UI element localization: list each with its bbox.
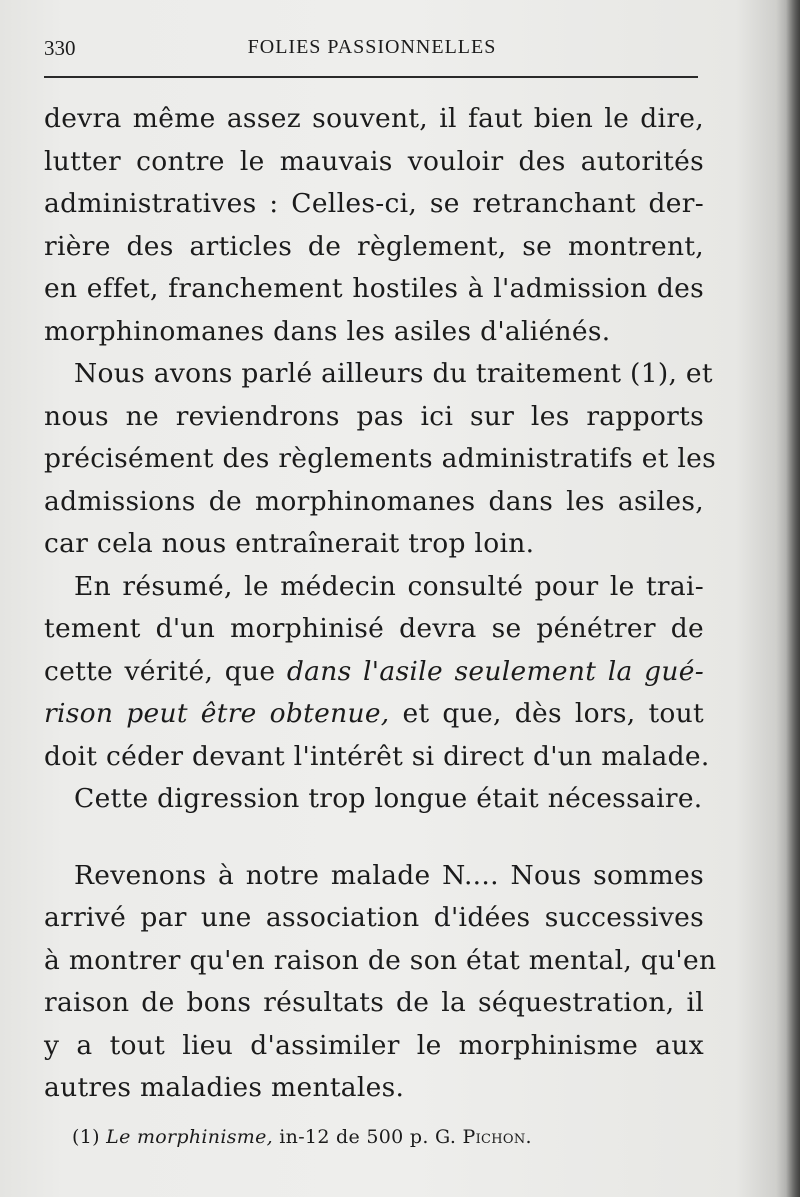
text-line: autres maladies mentales.	[44, 1072, 405, 1103]
page-number: 330	[44, 36, 76, 60]
text-line: en effet, franchement hostiles à l'admission des	[44, 273, 704, 304]
paragraph-gap	[44, 821, 704, 855]
text-line: y a tout lieu d'assimiler le morphinisme aux	[44, 1029, 704, 1061]
footnote-title: Le morphinisme,	[106, 1126, 273, 1148]
text-line-mixed	[44, 693, 704, 736]
text-line: En résumé, le médecin consulté pour le trai-	[74, 570, 704, 602]
page-header	[44, 36, 700, 70]
running-title: FOLIES PASSIONNELLES	[247, 36, 497, 58]
text-line: admissions de morphinomanes dans les asiles,	[44, 485, 704, 517]
text-line: nous ne reviendrons pas ici sur les rapports	[44, 400, 704, 432]
italic-fragment: dans l'asile seulement la gué-	[286, 655, 704, 687]
text-line: car cela nous entraînerait trop loin.	[44, 528, 535, 559]
page-binding-shadow	[786, 0, 800, 1197]
header-rule	[44, 76, 698, 78]
text-line-mixed	[44, 651, 704, 694]
footnote-marker: (1)	[72, 1126, 100, 1148]
footnote	[72, 1126, 532, 1148]
body-text	[44, 98, 717, 1110]
text-line: raison de bons résultats de la séquestration, il	[44, 987, 704, 1018]
text-fragment: cette vérité, que	[44, 655, 276, 687]
italic-fragment: rison peut être obtenue,	[44, 698, 390, 729]
text-line: lutter contre le mauvais vouloir des autorités	[44, 145, 704, 177]
text-line: Cette digression trop longue était nécessaire.	[74, 783, 703, 814]
text-line: devra même assez souvent, il faut bien le dire,	[44, 103, 704, 134]
text-line: morphinomanes dans les asiles d'aliénés.	[44, 315, 611, 347]
footnote-details: in-12 de 500 p.	[279, 1126, 429, 1148]
text-line: tement d'un morphinisé devra se pénétrer de	[44, 613, 704, 644]
footnote-publisher: G. Pichon.	[435, 1126, 532, 1148]
text-line: précisément des règlements administratifs et les	[44, 443, 717, 474]
text-line: administratives : Celles-ci, se retranchant der-	[44, 188, 704, 219]
text-line: Revenons à notre malade N.... Nous sommes	[74, 859, 704, 891]
text-line: à montrer qu'en raison de son état mental, qu'en	[44, 944, 717, 976]
text-line: arrivé par une association d'idées successives	[44, 902, 704, 933]
text-line: Nous avons parlé ailleurs du traitement (1), et	[74, 358, 713, 389]
text-line: rière des articles de règlement, se montrent,	[44, 230, 704, 262]
text-fragment: et que, dès lors, tout	[402, 698, 704, 729]
text-line: doit céder devant l'intérêt si direct d'un malade.	[44, 740, 710, 772]
